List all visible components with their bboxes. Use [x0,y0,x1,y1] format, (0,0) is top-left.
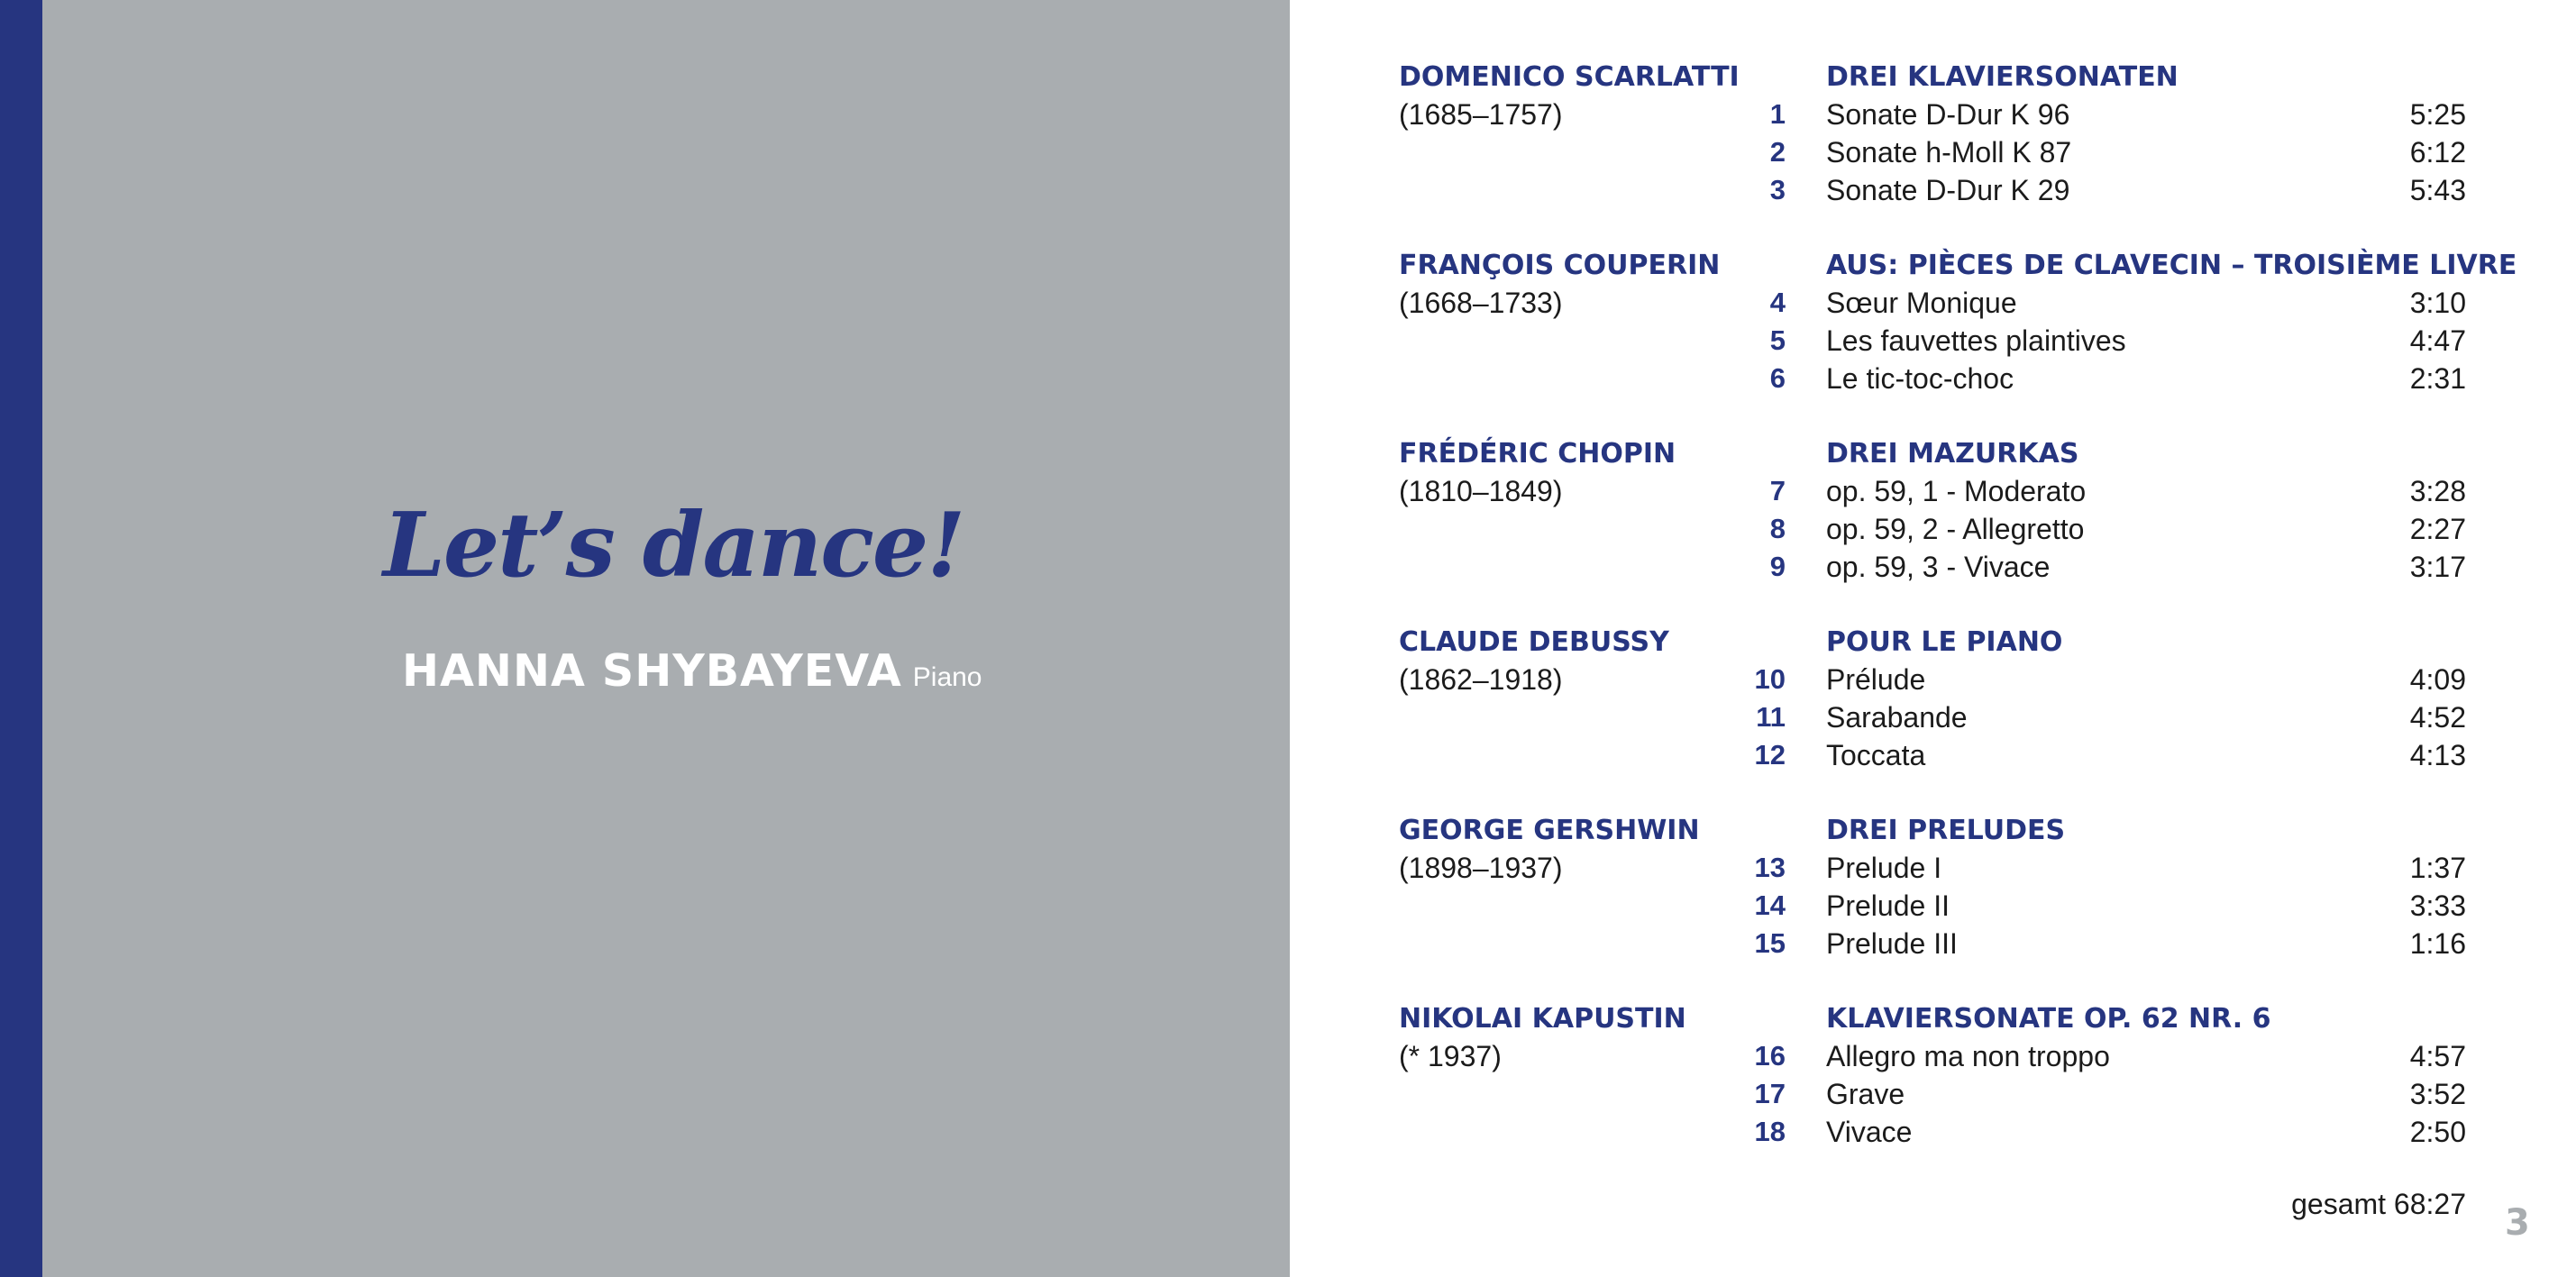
instrument-label: Piano [912,662,982,692]
track-duration: 3:10 [2409,287,2466,319]
track-number: 10 [1754,663,1786,695]
work-title: DREI PRELUDES [1826,815,2066,846]
track-number: 18 [1754,1116,1786,1147]
track-title: Les fauvettes plaintives [1826,324,2126,357]
composer-dates: (1810–1849) [1399,475,1563,507]
track-title: Sarabande [1826,701,1968,734]
artist-name: HANNA SHYBAYEVA [402,645,902,697]
track-duration: 2:50 [2409,1116,2466,1148]
track-number: 1 [1769,98,1786,130]
track-title: op. 59, 2 - Allegretto [1826,513,2085,545]
track-number: 15 [1754,927,1786,959]
track-row [0,852,2576,889]
track-title: op. 59, 1 - Moderato [1826,475,2087,507]
composer-name: DOMENICO SCARLATTI [1399,61,1740,93]
track-title: Vivace [1826,1116,1913,1148]
work-title: DREI MAZURKAS [1826,438,2079,470]
track-row [0,663,2576,701]
composer-name: FRÉDÉRIC CHOPIN [1399,438,1676,470]
track-number: 11 [1756,701,1786,733]
track-duration: 2:27 [2409,513,2466,545]
track-title: Sœur Monique [1826,287,2017,319]
track-title: Grave [1826,1078,1905,1110]
composer-dates: (1685–1757) [1399,98,1563,131]
track-duration: 1:37 [2409,852,2466,884]
track-row [0,927,2576,965]
album-title: Let’s dance! [383,494,964,597]
composer-name: FRANÇOIS COUPERIN [1399,250,1721,281]
track-row [0,1040,2576,1078]
track-row [0,1116,2576,1154]
track-row [0,513,2576,551]
track-number: 7 [1769,475,1786,506]
track-duration: 6:12 [2409,136,2466,169]
track-number: 14 [1754,889,1786,921]
track-duration: 5:25 [2409,98,2466,131]
track-duration: 5:43 [2409,174,2466,206]
track-duration: 1:16 [2409,927,2466,960]
track-number: 9 [1769,551,1786,582]
track-duration: 3:52 [2409,1078,2466,1110]
track-duration: 3:33 [2409,889,2466,922]
track-number: 16 [1754,1040,1786,1072]
track-number: 6 [1769,362,1786,394]
track-number: 4 [1769,287,1786,318]
track-title: Prelude I [1826,852,1942,884]
track-number: 17 [1754,1078,1786,1109]
work-title: POUR LE PIANO [1826,626,2063,658]
track-row [0,136,2576,174]
track-number: 12 [1754,739,1786,771]
track-duration: 4:47 [2409,324,2466,357]
track-duration: 2:31 [2409,362,2466,395]
track-title: Toccata [1826,739,1926,771]
track-row [0,739,2576,777]
track-duration: 4:57 [2409,1040,2466,1072]
track-title: Sonate D-Dur K 29 [1826,174,2070,206]
track-row [0,889,2576,927]
track-row [0,475,2576,513]
composer-dates: (* 1937) [1399,1040,1502,1072]
track-row [0,1078,2576,1116]
track-row [0,287,2576,324]
track-duration: 3:28 [2409,475,2466,507]
track-number: 8 [1769,513,1786,544]
composer-dates: (1668–1733) [1399,287,1563,319]
page-number: 3 [2505,1202,2530,1244]
composer-name: GEORGE GERSHWIN [1399,815,1700,846]
track-row [0,551,2576,588]
work-title: KLAVIERSONATE OP. 62 NR. 6 [1826,1003,2271,1035]
track-number: 3 [1769,174,1786,205]
track-row [0,98,2576,136]
work-title: AUS: PIÈCES DE CLAVECIN – TROISIÈME LIVRE [1826,250,2517,281]
track-row [0,362,2576,400]
track-title: op. 59, 3 - Vivace [1826,551,2051,583]
track-number: 5 [1769,324,1786,356]
track-title: Prelude II [1826,889,1950,922]
track-number: 2 [1769,136,1786,168]
track-number: 13 [1754,852,1786,883]
composer-dates: (1898–1937) [1399,852,1563,884]
track-title: Sonate D-Dur K 96 [1826,98,2070,131]
total-duration: gesamt 68:27 [2291,1188,2466,1220]
track-title: Prélude [1826,663,1926,696]
track-duration: 3:17 [2409,551,2466,583]
track-title: Prelude III [1826,927,1958,960]
work-title: DREI KLAVIERSONATEN [1826,61,2179,93]
track-duration: 4:09 [2409,663,2466,696]
track-title: Allegro ma non troppo [1826,1040,2110,1072]
track-duration: 4:52 [2409,701,2466,734]
composer-name: CLAUDE DEBUSSY [1399,626,1669,658]
track-row [0,324,2576,362]
composer-name: NIKOLAI KAPUSTIN [1399,1003,1686,1035]
track-title: Sonate h-Moll K 87 [1826,136,2072,169]
track-title: Le tic-toc-choc [1826,362,2014,395]
composer-dates: (1862–1918) [1399,663,1563,696]
track-duration: 4:13 [2409,739,2466,771]
track-row [0,174,2576,212]
track-row [0,701,2576,739]
